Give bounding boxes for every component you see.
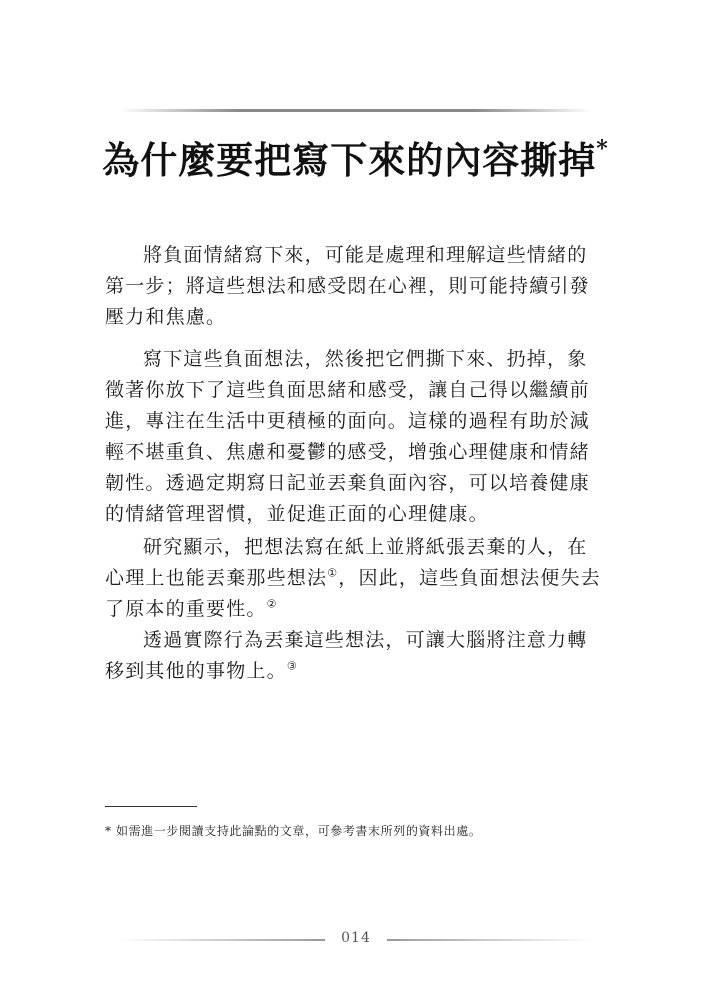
endnote-ref-2: ② — [266, 597, 278, 611]
paragraph-3 — [105, 532, 607, 625]
footnote-divider — [105, 806, 197, 807]
title-footnote-marker: * — [596, 135, 609, 162]
page-number: 014 — [341, 930, 371, 946]
paragraph-text: 寫下這些負面想法，然後把它們撕下來、扔掉，象徵著你放下了這些負面思緒和感受，讓自己得以繼續前進，專注在生活中更積極的面向。這樣的過程有助於減輕不堪重負、焦慮和憂鬱的感受，增強心理健康和情緒韌性。透過定期寫日記並丟棄負面內容，可以培養健康的情緒管理習慣，並促進正面的心理健康。 — [105, 348, 590, 525]
paragraph-text-a: 研究顯示，把想法寫在紙上並將紙張丟棄的人，在心理上也能丟棄那些想法 — [105, 536, 588, 589]
paragraph-text-b: ，因此，這些負面想法便失去了原本的重要性。 — [105, 567, 601, 620]
footnote: * 如需進一步閱讀支持此論點的文章，可參考書末所列的資料出處。 — [105, 824, 482, 838]
endnote-ref-3: ③ — [286, 659, 298, 673]
paragraph-3-group — [105, 532, 607, 687]
paragraph-2 — [105, 344, 607, 530]
paragraph-1 — [105, 240, 607, 333]
chapter-title — [0, 130, 711, 184]
endnote-ref-1: ① — [327, 566, 339, 580]
footer-rule-right — [387, 939, 592, 941]
header-rule — [120, 109, 592, 112]
paragraph-text: 將負面情緒寫下來，可能是處理和理解這些情緒的第一步；將這些想法和感受悶在心裡，則可能持續引發壓力和焦慮。 — [105, 244, 590, 328]
paragraph-text: 透過實際行為丟棄這些想法，可讓大腦將注意力轉移到其他的事物上。 — [105, 629, 588, 682]
page-footer — [120, 930, 592, 950]
paragraph-4 — [105, 625, 607, 687]
chapter-title-text: 為什麼要把寫下來的內容撕掉 — [102, 138, 597, 182]
